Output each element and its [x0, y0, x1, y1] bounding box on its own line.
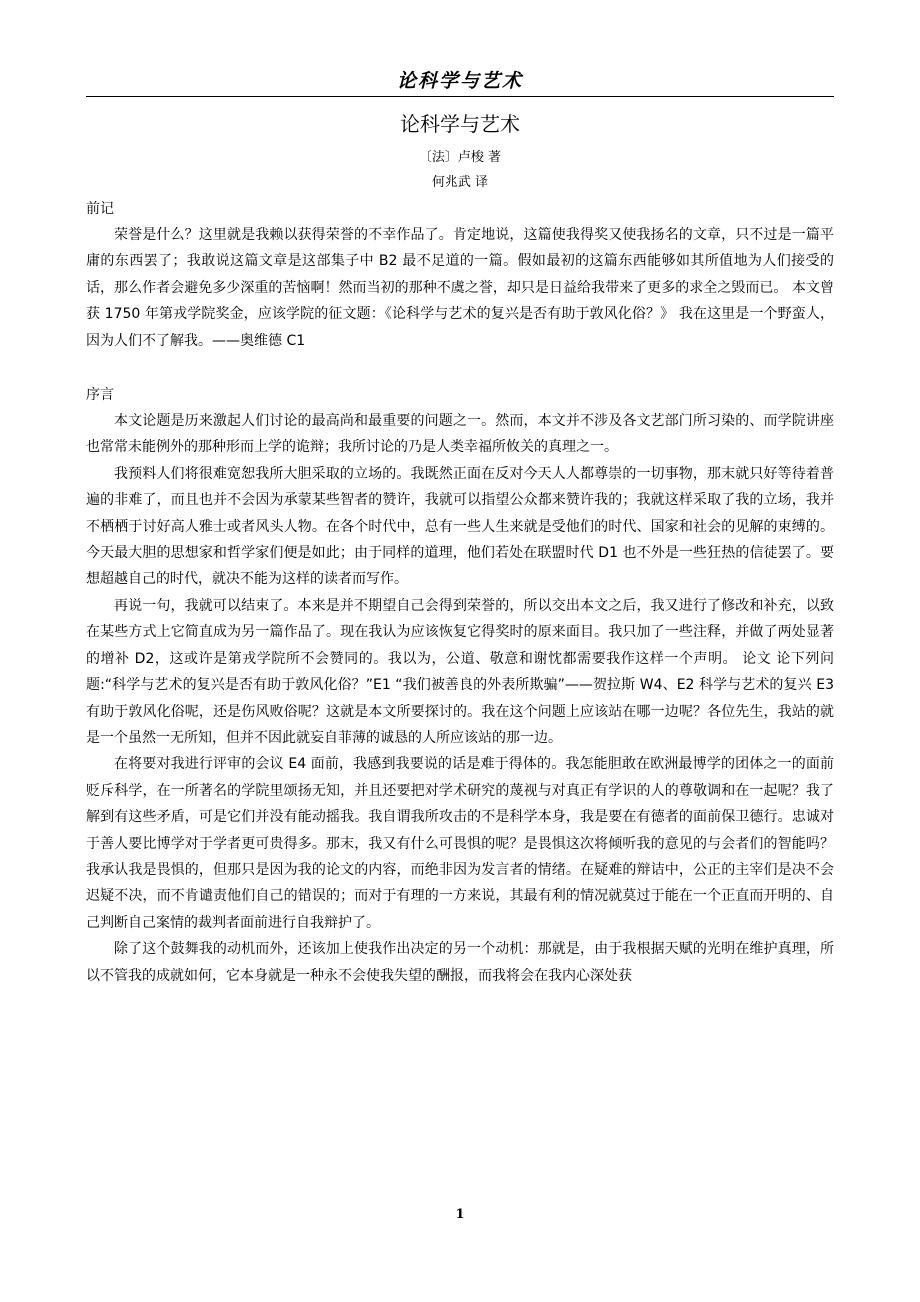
preface-paragraph-2: 我预料人们将很难宽恕我所大胆采取的立场的。我既然正面在反对今天人人都尊崇的一切事物，那末就只好等待着普遍的非难了，而且也并不会因为承蒙某些智者的赞许，我就可以指望公众都来赞许我的；我就这样采取了我的立场，我并不栖栖于讨好高人雅士或者风头人物。在各个时代中，总有一些人生来就是受他们的时代、国家和社会的见解的束缚的。今天最大胆的思想家和哲学家们便是如此；由于同样的道理，他们若处在联盟时代 D1 也不外是一些狂热的信徒罢了。要想超越自己的时代，就决不能为这样的读者而写作。: [86, 465, 834, 588]
foreword-paragraph: 荣誉是什么？这里就是我赖以获得荣誉的不幸作品了。肯定地说，这篇使我得奖又使我扬名的文章，只不过是一篇平庸的东西罢了；我敢说这篇文章是这部集子中 B2 最不足道的一篇。假如最初的这篇东西能够如其所值地为人们接受的话，那么作者会避免多少深重的苦恼啊！然而当初的那种不虞之誉，却只是日益给我带来了更多的求全之毁而已。 本文曾获 1750 年第戎学院奖金，应该学院的征文题：《论科学与艺术的复兴是否有助于敦风化俗？》 我在这里是一个野蛮人，因为人们不了解我。——奥维德 C1: [86, 227, 834, 349]
preface-paragraph-4: 在将要对我进行评审的会议 E4 面前，我感到我要说的话是难于得体的。我怎能胆敢在欧洲最博学的团体之一的面前贬斥科学，在一所著名的学院里颂扬无知，并且还要把对学术研究的蔑视与对真正有学识的人的尊敬调和在一起呢？我了解到有这些矛盾，可是它们并没有能动摇我。我自谓我所攻击的不是科学本身，我是要在有德者的面前保卫德行。忠诚对于善人要比博学对于学者更可贵得多。那末，我又有什么可畏惧的呢？是畏惧这次将倾听我的意见的与会者们的智能吗？我承认我是畏惧的，但那只是因为我的论文的内容，而绝非因为发言者的情绪。在疑难的辩诘中，公正的主宰们是决不会迟疑不决，而不肯谴责他们自己的错误的；而对于有理的一方来说，其最有利的情况就莫过于能在一个正直而开明的、自己判断自己案情的裁判者面前进行自我辩护了。: [86, 756, 834, 931]
preface-heading: 序言: [86, 387, 114, 404]
header-divider: [86, 96, 834, 97]
preface-paragraph-1: 本文论题是历来激起人们讨论的最高尚和最重要的问题之一。然而，本文并不涉及各文艺部门所习染的、而学院讲座也常常未能例外的那种形而上学的诡辩；我所讨论的乃是人类幸福所攸关的真理之一。: [86, 413, 834, 456]
author-line: 〔法〕卢梭 著: [418, 150, 502, 165]
document-title: 论科学与艺术: [400, 112, 520, 136]
body-text: [86, 196, 834, 989]
section-spacer: [86, 354, 834, 382]
page-number: 1: [455, 1207, 465, 1222]
preface-paragraph-5: 除了这个鼓舞我的动机而外，还该加上使我作出决定的另一个动机：那就是，由于我根据天赋的光明在维护真理，所以不管我的成就如何，它本身就是一种永不会使我失望的酬报，而我将会在我内心深处获: [86, 941, 834, 984]
translator-line: 何兆武 译: [431, 175, 489, 190]
running-header-title: 论科学与艺术: [396, 70, 523, 92]
preface-paragraph-3: 再说一句，我就可以结束了。本来是并不期望自己会得到荣誉的，所以交出本文之后，我又进行了修改和补充，以致在某些方式上它简直成为另一篇作品了。现在我认为应该恢复它得奖时的原来面目。我只加了一些注释，并做了两处显著的增补 D2，这或许是第戎学院所不会赞同的。我以为，公道、敬意和谢忱都需要我作这样一个声明。 论文 论下列问题:“科学与艺术的复兴是否有助于敦风化俗？”E1 “我们被善良的外表所欺骗”——贺拉斯 W4、E2 科学与艺术的复兴 E3 有助于敦风化俗呢，还是伤风败俗呢？这就是本文所要探讨的。我在这个问题上应该站在哪一边呢？各位先生，我站的就是一个虽然一无所知，但并不因此就妄自菲薄的诚恳的人所应该站的那一边。: [86, 597, 834, 746]
foreword-heading: 前记: [86, 201, 114, 217]
